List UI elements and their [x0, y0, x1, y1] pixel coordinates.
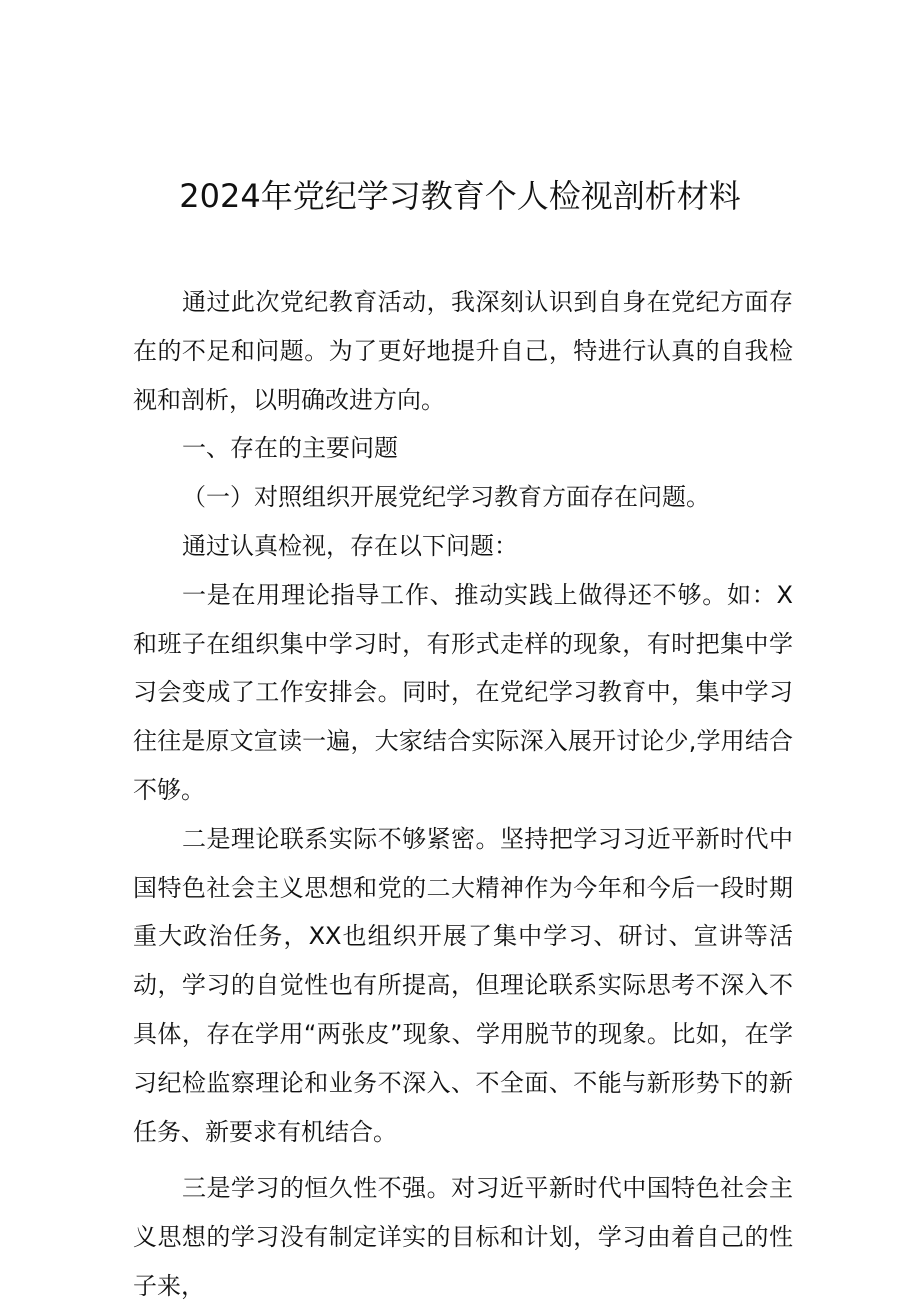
paragraph-review-lead: 通过认真检视，存在以下问题： [182, 531, 518, 560]
paragraph-problem-1: 一是在用理论指导工作、推动实践上做得还不够。如：X和班子在组织集中学习时，有形式走样的现象，有时把集中学习会变成了工作安排会。同时，在党纪学习教育中，集中学习往往是原文宣读一遍，大家结合实际深入展开讨论少,学用结合不够。 [133, 580, 793, 804]
document-body [133, 278, 793, 1311]
document-title: 2024年党纪学习教育个人检视剖析材料 [179, 177, 741, 215]
paragraph-intro: 通过此次党纪教育活动，我深刻认识到自身在党纪方面存在的不足和问题。为了更好地提升自己，特进行认真的自我检视和剖析，以明确改进方向。 [133, 288, 793, 414]
paragraph-problem-3: 三是学习的恒久性不强。对习近平新时代中国特色社会主义思想的学习没有制定详实的目标和计划，学习由着自己的性子来， [133, 1174, 793, 1300]
paragraph-problem-2: 二是理论联系实际不够紧密。坚持把学习习近平新时代中国特色社会主义思想和党的二大精神作为今年和今后一段时期重大政治任务，XX也组织开展了集中学习、研讨、宣讲等活动，学习的自觉性也有所提高，但理论联系实际思考不深入不具体，存在学用“两张皮”现象、学用脱节的现象。比如，在学习纪检监察理论和业务不深入、不全面、不能与新形势下的新任务、新要求有机结合。 [133, 824, 793, 1146]
section-heading-main-problems: 一、存在的主要问题 [182, 434, 398, 463]
subsection-heading-1: （一）对照组织开展党纪学习教育方面存在问题。 [182, 483, 710, 512]
paragraph-gap [133, 1156, 793, 1164]
